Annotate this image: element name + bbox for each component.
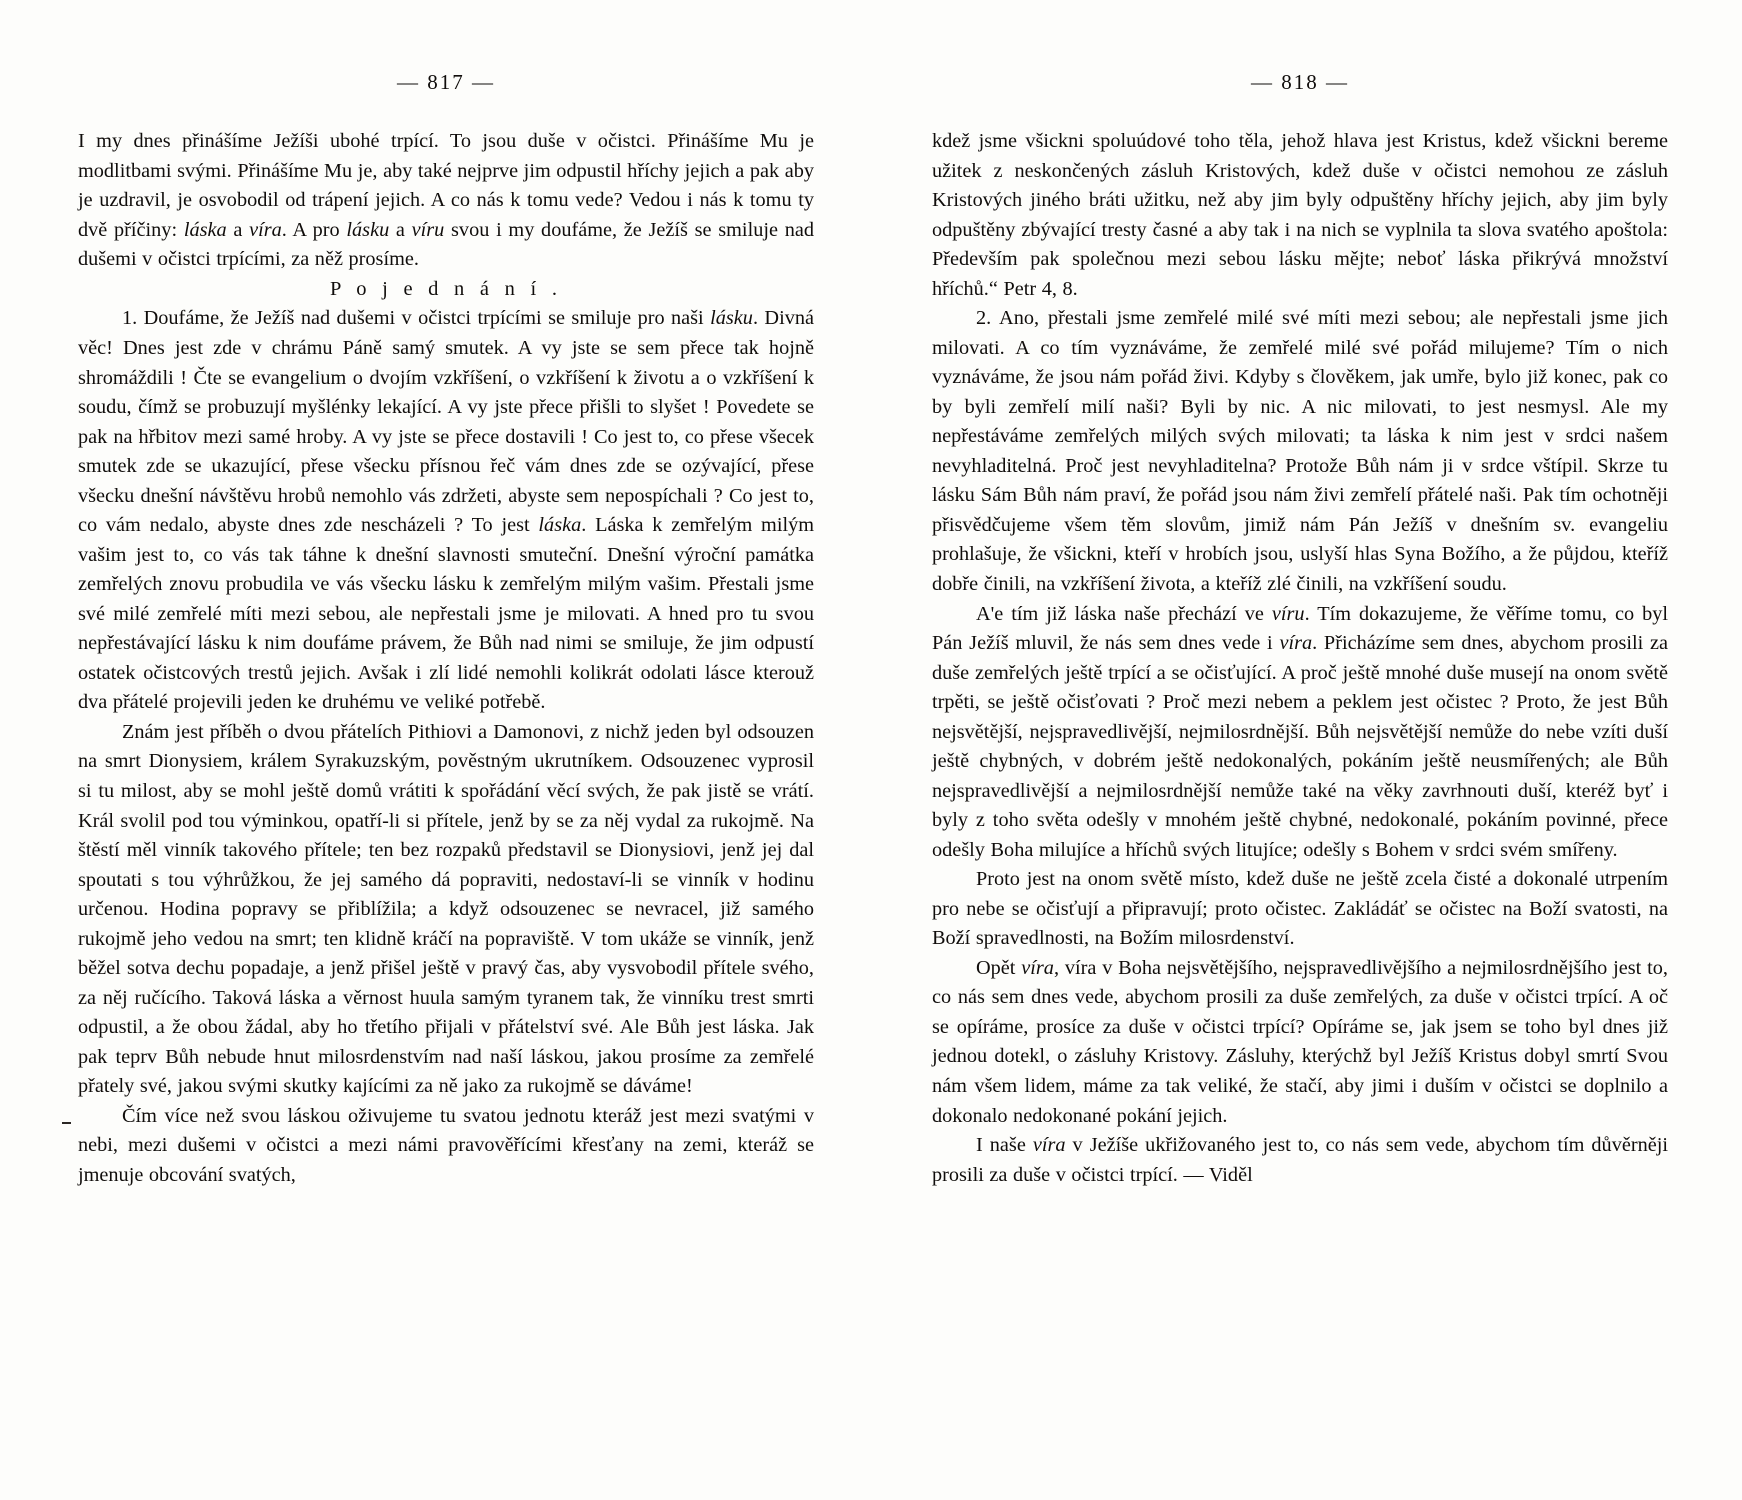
- text-run: P o j e d n á n í .: [330, 277, 562, 300]
- emphasis-text: víru: [1271, 602, 1305, 625]
- text-run: , víra v Boha nejsvětějšího, nejspravedlivějšího a nejmilosrdnějšího jest to, co nás sem dnes vede, abychom prosili za duše zemřelých, za duše v očistci trpící. A oč se opíráme, prosíce za duše v očistci trpící? Opíráme se, jak jsem se toho byl dnes již jednou dotekl, o zásluhy Kristovy. Zásluhy, kterýchž byl Ježíš Kristus dobyl smrtí Svou nám všem lidem, máme za tak veliké, že stačí, aby jimi i duším v očistci se doplnilo a dokonalo nedokonané pokání jejich.: [932, 956, 1668, 1127]
- text-run: I naše: [976, 1134, 1033, 1157]
- section-heading: [78, 275, 814, 305]
- left-page-column: [78, 70, 814, 1190]
- emphasis-text: láska: [538, 514, 582, 537]
- paragraph: [78, 127, 814, 275]
- paragraph: [932, 954, 1668, 1131]
- text-run: . Divná věc! Dnes jest zde v chrámu Páně samý smutek. A vy jste se sem přece tak hojně shromáždili ! Čte se evangelium o dvojím vzkříšení, o vzkříšení k životu a o vzkříšení k soudu, čímž se probuzují myšlénky lekající. A vy jste přece přišli to slyšet ! Povedete se pak na hřbitov mezi samé hroby. A vy jste se přece dostavili ! Co jest to, co přese všecek smutek zde se ukazující, přese všecku přísnou řeč vám dnes zde se ozývající, přese všecku dnešní návštěvu hrobů nemohlo vás zdržeti, abyste sem nepospíchali ? Co jest to, co vám nedalo, abyste dnes zde nescházeli ? To jest: [78, 307, 814, 537]
- emphasis-text: víra: [249, 218, 282, 241]
- emphasis-text: víra: [1021, 956, 1054, 979]
- paragraph: [932, 865, 1668, 954]
- text-run: I my dnes přinášíme Ježíši ubohé trpící. To jsou duše v očistci. Přinášíme Mu je modlitbami svými. Přinášíme Mu je, aby také nejprve jim odpustil hříchy jejich a pak aby je uzdravil, je osvobodil od trápení jejich. A co nás k tomu vede? Vedou i nás k tomu ty dvě příčiny:: [78, 130, 814, 241]
- text-run: Proto jest na onom světě místo, kdež duše ne ještě zcela čisté a dokonalé utrpením pro nebe se očisťují a připravují; proto očistec. Zakládáť se očistec na Boží svatosti, na Boží spravedlnosti, na Božím milosrdenství.: [932, 868, 1668, 950]
- text-run: A'e tím již láska naše přechází ve: [976, 602, 1272, 625]
- text-run: . Přicházíme sem dnes, abychom prosili za duše zemřelých ještě trpící a se očisťující. A proč ještě mnohé duše musejí na onom světě trpěti, se ještě očisťovati ? Proč mezi nebem a peklem jest očistec ? Proto, že jest Bůh nejsvětější, nejspravedlivější, nejmilosrdnější. Bůh nejsvětější nemůže do nebe vzíti duší ještě chybných, v dobrém ještě nedokonalých, pokáním ještě neusmířených; ale Bůh nejspravedlivější a nejmilosrdnější nemůže také na věky zavrhnouti duší, kteréž byť i byly z toho světa odešly v mnohém ještě chybné, nedokonalé, pokáním povinné, přece odešly Boha milujíce a hříchů svých litujíce; odešly s Bohem v srdci svém smířeny.: [932, 632, 1668, 861]
- text-run: 2. Ano, přestali jsme zemřelé milé své míti mezi sebou; ale nepřestali jsme jich milovati. A co tím vyznáváme, že zemřelé milé své pořád milujeme? Tím o nich vyznáváme, že jsou nám pořád živi. Kdyby s člověkem, jak umře, bylo již konec, pak co by byli zemřelí milí naši? Byli by nic. A nic milovati, to jest nesmysl. Ale my nepřestáváme zemřelých milých svých milovati; ta láska k nim jest v srdci našem nevyhladitelná. Proč jest nevyhladitelna? Protože Bůh nám ji v srdce vštípil. Skrze tu lásku Sám Bůh nám praví, že pořád jsou nám živi zemřelí přátelé naši. Pak tím ochotněji přisvědčujeme všem těm slovům, jimiž nám Pán Ježíš v dnešním sv. evangeliu prohlašuje, že všickni, kteří v hrobích jsou, uslyší hlas Syna Božího, a že půjdou, kteříž dobře činili, na vzkříšení života, a kteříž zlé činili, na vzkříšení soudu.: [932, 307, 1668, 595]
- paragraph: [932, 600, 1668, 866]
- text-run: Čím více než svou láskou oživujeme tu svatou jednotu kteráž jest mezi svatými v nebi, mezi dušemi v očistci a mezi námi pravověřícími křesťany na zemi, kteráž se jmenuje obcování svatých,: [78, 1104, 814, 1186]
- text-run: kdež jsme všickni spoluúdové toho těla, jehož hlava jest Kristus, kdež všickni bereme užitek z neskončených zásluh Kristových, kdež duše v očistci nemohou ze zásluh Kristových jiného bráti užitku, než aby jim byly odpuštěny hříchy jejich, aby jim byly odpuštěny zbývající tresty časné a aby tak i na nich se vyplnila ta slova svatého apoštola: Především pak společnou mezi sebou lásku mějte; neboť láska přikrývá množství hříchů.“ Petr 4, 8.: [932, 130, 1668, 300]
- paragraph: [78, 304, 814, 717]
- paragraph: [932, 304, 1668, 599]
- text-run: . Tím dokazujeme, že věříme tomu, co byl Pán Ježíš mluvil, že nás sem dnes vede i: [932, 602, 1668, 655]
- paragraph: [932, 127, 1668, 304]
- page-number-left: — 817 —: [397, 70, 495, 94]
- margin-tick-mark: [62, 1122, 71, 1124]
- text-run: Znám jest příběh o dvou přátelích Pithiovi a Damonovi, z nichž jeden byl odsouzen na smrt Dionysiem, králem Syrakuzským, pověstným ukrutníkem. Odsouzenec vyprosil si tu milost, aby se mohl ještě domů vrátiti k spořádání věcí svých, že pak jistě se vrátí. Král svolil pod tou výminkou, opatří-li si přítele, jenž by se za něj vydal za rukojmě. Na štěstí měl vinník takového přítele; ten bez rozpaků představil se Dionysiovi, jenž jej dal spoutati s tou výhrůžkou, že jej samého dá popraviti, nedostaví-li se vinník v hodinu určenou. Hodina popravy se přiblížila; a když odsouzenec se nevracel, již samého rukojmě jeho vedou na smrt; ten klidně kráčí na popraviště. V tom ukáže se vinník, jenž běžel sotva dechu popadaje, a jenž přišel ještě v pravý čas, aby vysvobodil přítele svého, za něj ručícího. Taková láska a věrnost huula samým tyranem tak, že vinníku trest smrti odpustil, a že obou žádal, aby ho třetího přijali v přátelství své. Ale Bůh jest láska. Jak pak teprv Bůh nebude hnut milosrdenstvím nad naší láskou, jakou prosíme za zemřelé přately své, jakou svými skutky kajícími za ně jako za rukojmě se dáváme!: [78, 720, 814, 1098]
- emphasis-text: víra: [1279, 632, 1313, 655]
- emphasis-text: lásku: [710, 307, 753, 330]
- page-spread: [78, 70, 1668, 1190]
- emphasis-text: víru: [411, 218, 445, 241]
- text-run: a: [226, 218, 250, 241]
- page-number-right: — 818 —: [1251, 70, 1349, 94]
- paragraph: [932, 1131, 1668, 1190]
- emphasis-text: lásku: [346, 218, 390, 241]
- emphasis-text: víra: [1032, 1134, 1066, 1157]
- text-run: . Láska k zemřelým milým vašim jest to, co vás tak táhne k dnešní slavnosti smuteční. Dnešní výroční památka zemřelých znovu probudila ve vás všecku lásku k zemřelým milým vašim. Přestali jsme své milé zemřelé míti mezi sebou, ale nepřestali jsme je milovati. A hned pro tu svou nepřestávající lásku k nim doufáme právem, že Bůh nad nimi se smiluje, že jim odpustí ostatek očistcových trestů jejich. Avšak i zlí lidé nemohli kolikrát odolati lásce kterouž dva přátelé projevili jeden ke druhému ve veliké potřebě.: [78, 514, 815, 714]
- right-page-column: [932, 70, 1668, 1190]
- paragraph: [78, 1102, 814, 1191]
- text-run: . A pro: [281, 218, 347, 241]
- text-run: svou i my doufáme, že Ježíš se smiluje nad dušemi v očistci trpícími, za něž prosíme.: [78, 218, 814, 271]
- emphasis-text: láska: [183, 218, 227, 241]
- left-page-body: [78, 127, 814, 1190]
- paragraph: [78, 718, 814, 1102]
- text-run: v Ježíše ukřižovaného jest to, co nás sem vede, abychom tím důvěrněji prosili za duše v očistci trpící. — Viděl: [932, 1134, 1668, 1186]
- text-run: 1. Doufáme, že Ježíš nad dušemi v očistci trpícími se smiluje pro naši: [122, 307, 711, 330]
- text-run: Opět: [976, 956, 1022, 979]
- text-run: a: [389, 218, 412, 241]
- right-page-body: [932, 127, 1668, 1190]
